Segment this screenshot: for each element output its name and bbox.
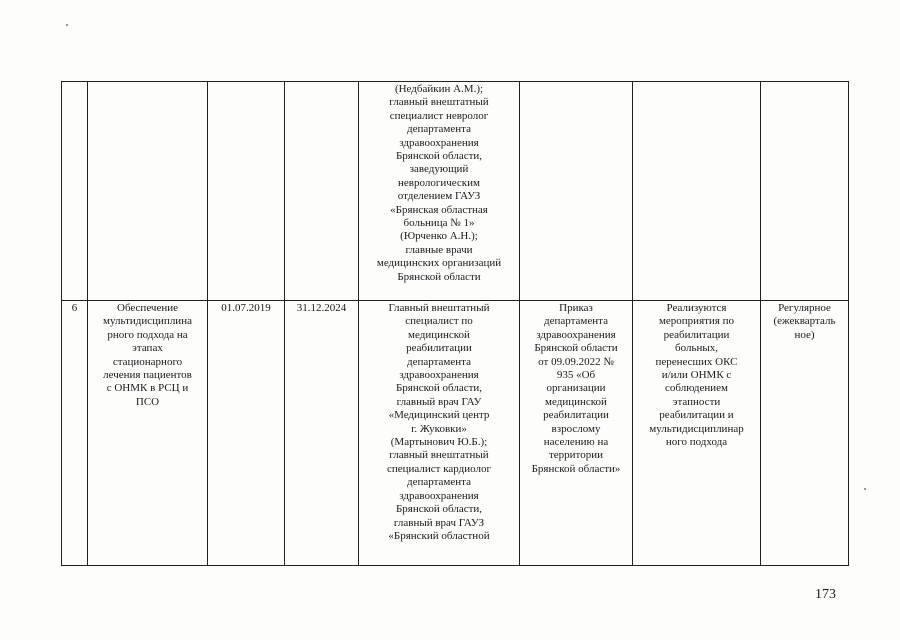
table-cell <box>520 82 633 301</box>
table-cell <box>208 301 285 566</box>
table-cell <box>62 82 88 301</box>
table-cell <box>359 82 520 301</box>
cell-document: Приказ департамента здравоохранения Брянской области от 09.09.2022 № 935 «Об организации медицинской реабилитации взрослому населению на территории Брянской области» <box>531 302 621 475</box>
table-cell <box>633 301 761 566</box>
cell-responsible: Главный внештатный специалист по медицинской реабилитации департамента здравоохранения Брянской области, главный врач ГАУ «Медицинский центр г. Жуковки» (Мартынович Ю.Б.); главный внештатный специалист кардиолог департамента здравоохранения Брянской области, главный врач ГАУЗ «Брянский областной <box>387 302 491 542</box>
table-cell <box>88 82 208 301</box>
scan-speck <box>864 488 866 490</box>
table-row-6 <box>62 301 849 566</box>
scan-speck <box>66 24 68 26</box>
page-number: 173 <box>815 587 836 602</box>
cell-number: 6 <box>71 302 78 314</box>
cell-responsible: (Недбайкин А.М.); главный внештатный специалист невролог департамента здравоохранения Брянской области, заведующий неврологическим отделением ГАУЗ «Брянская областная больница № 1» (Юрченко А.Н.); главные врачи медицинских организаций Брянской области <box>376 83 502 283</box>
table-cell <box>520 301 633 566</box>
table-cell <box>633 82 761 301</box>
table-cell <box>285 82 359 301</box>
table-cell <box>761 301 849 566</box>
cell-measure: Обеспечение мультидисциплина рного подхода на этапах стационарного лечения пациентов с ОНМК в РСЦ и ПСО <box>103 302 192 408</box>
table-cell <box>62 301 88 566</box>
table-cell <box>359 301 520 566</box>
cell-end-date: 31.12.2024 <box>296 302 347 314</box>
table-cell <box>761 82 849 301</box>
cell-result: Реализуются мероприятия по реабилитации больных, перенесших ОКС и/или ОНМК с соблюдением этапности реабилитации и мультидисциплинар ного подхода <box>649 302 744 449</box>
table-cell <box>208 82 285 301</box>
table-row-continuation <box>62 82 849 301</box>
cell-frequency: Регулярное (ежекварталь ное) <box>773 302 836 341</box>
measures-table <box>61 81 849 566</box>
table-cell <box>285 301 359 566</box>
table-cell <box>88 301 208 566</box>
cell-start-date: 01.07.2019 <box>221 302 271 314</box>
